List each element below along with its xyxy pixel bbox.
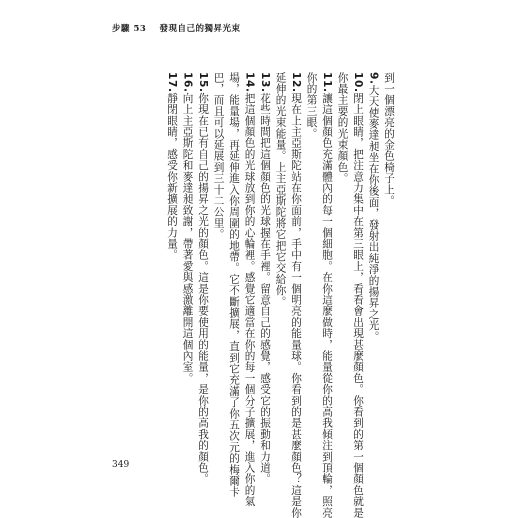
text-line: 場，能量場，再延伸進入你周圍的地帶。它不斷擴展，直到它充滿了你五次元的梅爾卡	[228, 72, 240, 498]
text-line: 17.靜閉眼睛，感受你新擴展的力量。	[166, 72, 178, 261]
text-line: 12.現在上主亞斯陀站在你面前，手中有一個明亮的能量球。你看到的是甚麼顏色？這是你	[290, 72, 302, 518]
text-line: 到一個漂亮的金色椅子上。	[383, 72, 395, 207]
step-number: 步驟 53	[112, 24, 147, 34]
text-line: 你的第三眼。	[305, 72, 318, 140]
running-header	[112, 22, 241, 34]
text-line: 11.讓這個顏色充滿體內的每一個細胞。在你這麼做時，能量從你的高我傾注到頂輪，照亮	[321, 72, 333, 518]
text-line: 16.向上主亞斯陀和麥達昶致謝，帶著愛與感激離開這個內室。	[181, 72, 194, 384]
text-line: 你最主要的光束顏色。	[336, 72, 349, 184]
text-line: 15.你現在已有自己的揚昇之光的顏色。這是你要使用的能量，是你的高我的顏色。	[197, 72, 209, 485]
text-line: 10.閉上眼睛，把注意力集中在第三眼上，看看會出現甚麼顏色。你看到的第一個顏色就是	[352, 72, 364, 518]
chapter-title: 發現自己的獨昇光束	[159, 24, 241, 34]
text-line: 14.把這個顏色的光球放到你的心輪裡。感覺它適當在你的每一個分子擴展，進入你的氣	[243, 72, 256, 507]
text-line: 9.大天使麥達昶坐在你後面，發射出純淨的揚昇之光。	[367, 72, 380, 343]
page-number: 349	[112, 460, 130, 470]
text-line: 巴，而且可以延展到三十二公里。	[212, 72, 225, 240]
vertical-text-block	[164, 72, 395, 518]
text-line: 13.花些時間把這個顏色的光球握在手裡。留意自己的感覺，感受它的振動和力道。	[259, 72, 271, 485]
text-line: 延伸的光束能量。上主亞斯陀將它把它交給你。	[274, 72, 287, 308]
